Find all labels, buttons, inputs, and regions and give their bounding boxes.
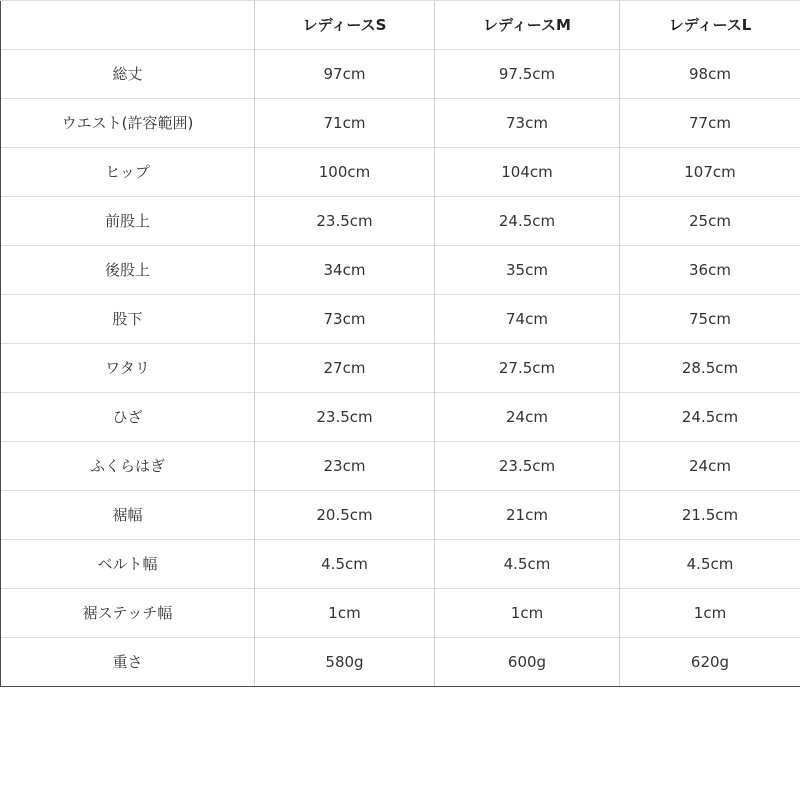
table-body bbox=[1, 50, 800, 687]
table-row bbox=[1, 99, 800, 148]
cell-size-l: 77cm bbox=[620, 99, 800, 148]
cell-size-s: 23.5cm bbox=[255, 393, 435, 442]
cell-size-m: 4.5cm bbox=[435, 540, 620, 589]
header-cell-size-l: レディースL bbox=[620, 1, 800, 50]
cell-size-m: 1cm bbox=[435, 589, 620, 638]
cell-size-m: 73cm bbox=[435, 99, 620, 148]
table-row bbox=[1, 393, 800, 442]
cell-size-s: 1cm bbox=[255, 589, 435, 638]
cell-size-m: 97.5cm bbox=[435, 50, 620, 99]
row-label: 総丈 bbox=[1, 50, 255, 99]
header-cell-size-s: レディースS bbox=[255, 1, 435, 50]
row-label: 後股上 bbox=[1, 246, 255, 295]
cell-size-s: 34cm bbox=[255, 246, 435, 295]
cell-size-m: 104cm bbox=[435, 148, 620, 197]
cell-size-l: 4.5cm bbox=[620, 540, 800, 589]
row-label: 股下 bbox=[1, 295, 255, 344]
table-row bbox=[1, 638, 800, 687]
row-label: 裾ステッチ幅 bbox=[1, 589, 255, 638]
table-row bbox=[1, 50, 800, 99]
cell-size-s: 73cm bbox=[255, 295, 435, 344]
cell-size-l: 107cm bbox=[620, 148, 800, 197]
cell-size-l: 21.5cm bbox=[620, 491, 800, 540]
cell-size-m: 24.5cm bbox=[435, 197, 620, 246]
cell-size-s: 23cm bbox=[255, 442, 435, 491]
cell-size-s: 97cm bbox=[255, 50, 435, 99]
cell-size-s: 580g bbox=[255, 638, 435, 687]
cell-size-l: 24.5cm bbox=[620, 393, 800, 442]
row-label: 裾幅 bbox=[1, 491, 255, 540]
table-row bbox=[1, 344, 800, 393]
cell-size-s: 71cm bbox=[255, 99, 435, 148]
cell-size-s: 4.5cm bbox=[255, 540, 435, 589]
cell-size-l: 620g bbox=[620, 638, 800, 687]
cell-size-m: 600g bbox=[435, 638, 620, 687]
cell-size-l: 24cm bbox=[620, 442, 800, 491]
cell-size-m: 21cm bbox=[435, 491, 620, 540]
cell-size-l: 25cm bbox=[620, 197, 800, 246]
row-label: 重さ bbox=[1, 638, 255, 687]
cell-size-m: 27.5cm bbox=[435, 344, 620, 393]
cell-size-l: 1cm bbox=[620, 589, 800, 638]
table-row bbox=[1, 491, 800, 540]
cell-size-m: 24cm bbox=[435, 393, 620, 442]
cell-size-l: 75cm bbox=[620, 295, 800, 344]
header-row bbox=[1, 1, 800, 50]
cell-size-l: 98cm bbox=[620, 50, 800, 99]
row-label: ふくらはぎ bbox=[1, 442, 255, 491]
header-cell-size-m: レディースM bbox=[435, 1, 620, 50]
table-row bbox=[1, 197, 800, 246]
cell-size-m: 23.5cm bbox=[435, 442, 620, 491]
table-row bbox=[1, 148, 800, 197]
cell-size-s: 100cm bbox=[255, 148, 435, 197]
table-row bbox=[1, 295, 800, 344]
cell-size-l: 28.5cm bbox=[620, 344, 800, 393]
cell-size-m: 35cm bbox=[435, 246, 620, 295]
row-label: ヒップ bbox=[1, 148, 255, 197]
table-row bbox=[1, 246, 800, 295]
cell-size-s: 20.5cm bbox=[255, 491, 435, 540]
row-label: 前股上 bbox=[1, 197, 255, 246]
cell-size-s: 23.5cm bbox=[255, 197, 435, 246]
row-label: ひざ bbox=[1, 393, 255, 442]
table-row bbox=[1, 442, 800, 491]
row-label: ベルト幅 bbox=[1, 540, 255, 589]
row-label: ワタリ bbox=[1, 344, 255, 393]
table-row bbox=[1, 540, 800, 589]
cell-size-m: 74cm bbox=[435, 295, 620, 344]
table-row bbox=[1, 589, 800, 638]
header-cell-empty bbox=[1, 1, 255, 50]
row-label: ウエスト(許容範囲) bbox=[1, 99, 255, 148]
cell-size-l: 36cm bbox=[620, 246, 800, 295]
cell-size-s: 27cm bbox=[255, 344, 435, 393]
table-header bbox=[1, 1, 800, 50]
